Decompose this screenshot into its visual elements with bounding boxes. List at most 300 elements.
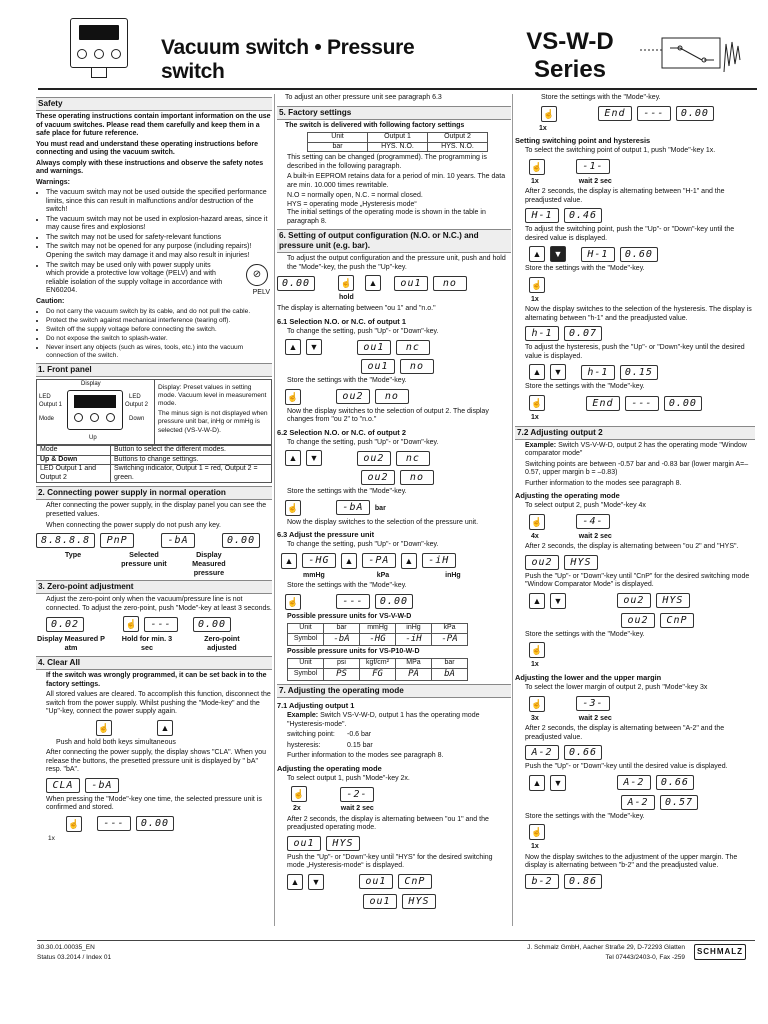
table-cell: Button to select the different modes.: [111, 446, 272, 456]
caution-item: • Do not expose the switch to splash-water.: [46, 335, 272, 343]
warning-item: • The switch may not be used for safety-relevant functions: [46, 234, 272, 243]
lcd-display: ---: [97, 816, 131, 831]
table-header: psi: [324, 659, 360, 669]
lcd-display: 0.00: [193, 617, 231, 632]
front-minus-sign-note: The minus sign is not displayed when pressure unit bar, inHg or mmHg is selected (VS-V-W-D).: [158, 410, 268, 434]
instruction: Further information to the modes see paragraph 8.: [287, 752, 444, 760]
instruction: Store the settings with the "Mode"-key.: [525, 265, 645, 273]
instruction: Now the display switches to the selection of the pressure unit.: [287, 518, 479, 526]
footer-left: [37, 943, 111, 963]
lcd-sequence: [621, 612, 755, 629]
value-text: -0.6 bar: [347, 731, 372, 739]
table-header: MPa: [396, 659, 432, 669]
lcd-sequence: [66, 815, 272, 833]
example-label: Example:: [525, 441, 557, 449]
lcd-display: no: [375, 389, 409, 404]
table-row: [288, 659, 468, 669]
company-phone: Tel 07443/2403-0, Fax -259: [605, 954, 685, 961]
unit-label: inHg: [445, 571, 461, 579]
lcd-display: PnP: [100, 533, 134, 548]
lcd-sequence: [529, 823, 755, 841]
mode-key-icon: ☝: [338, 275, 354, 291]
lcd-sequence: [529, 695, 755, 713]
mode-key-icon: ☝: [529, 514, 545, 530]
up-key-icon: ▲: [285, 339, 301, 355]
instruction: To select the lower margin of output 2, push "Mode"-key 3x: [525, 683, 708, 691]
lcd-display: h-1: [525, 326, 559, 341]
table-cell: -HG: [360, 633, 396, 645]
table-header: Output 1: [368, 133, 428, 143]
push-hold-note: Push and hold both keys simultaneous: [56, 738, 176, 746]
output-config-paragraph: To adjust the output configuration and the pressure unit, push and hold the "Mode"-key, the push the "Up"-key.: [287, 255, 506, 271]
table-cell: Symbol: [288, 633, 324, 645]
lcd-display: ou1: [361, 359, 395, 374]
schmalz-logo: SCHMALZ: [694, 944, 746, 960]
down-key-icon: ▼: [550, 246, 566, 262]
document-title: Vacuum switch • Pressure switch: [161, 36, 415, 83]
connecting-paragraph: After connecting the power supply, in the display panel you can see the presetted values.: [46, 502, 267, 518]
mode-key-icon: ☝: [529, 642, 545, 658]
factory-settings-sub: The switch is delivered with following factory settings: [285, 121, 465, 129]
lcd-sequence: [529, 363, 755, 381]
lcd-sequence: [525, 554, 755, 571]
lcd-display: nc: [396, 340, 430, 355]
lcd-display: -bA: [161, 533, 195, 548]
down-key-icon: ▼: [308, 874, 324, 890]
instruction: To adjust the hysteresis, push the "Up"- or "Down"-key until the desired value is displayed.: [525, 344, 745, 360]
document-number: 30.30.01.00035_EN: [37, 944, 95, 951]
adjusting-operating-mode-heading: Adjusting the operating mode: [515, 491, 620, 501]
example-text: Switch VS-V-W-D, output 2 has the operating mode "Window comparator mode": [525, 441, 747, 458]
vacuum-switch-device-illustration: [70, 18, 128, 68]
lcd-sequence: [287, 873, 511, 891]
lcd-display: ou1: [357, 340, 391, 355]
instruction: Store the settings with the "Mode"-key.: [287, 377, 407, 385]
front-panel-box: [36, 379, 272, 445]
up-key-icon: ▲: [529, 364, 545, 380]
clear-all-bold: If the switch was wrongly programmed, it can be set back in to the factory settings.: [46, 672, 267, 688]
table-cell: bar: [308, 142, 368, 152]
table-row: [288, 624, 468, 634]
instruction: Further information to the modes see paragraph 8.: [525, 479, 682, 487]
column-left: [36, 94, 272, 843]
instruction: To change the setting, push "Up"- or "Down"-key.: [287, 438, 439, 446]
factory-paragraph: This setting can be changed (programmed). The programming is described in the following paragraph.: [287, 154, 487, 170]
clear-all-paragraph: All stored values are cleared. To accomplish this function, disconnect the switch from the power supply. Whilst pushing the "Mode-key" and the "Up"-key, connect the power supply again.: [46, 691, 271, 716]
down-key-icon: ▼: [550, 593, 566, 609]
table-cell: HYS. N.O.: [368, 142, 428, 152]
table-header: bar: [432, 659, 468, 669]
table-cell: HYS. N.O.: [428, 142, 488, 152]
pelv-icon: ⊘: [246, 264, 268, 286]
lcd-display: CnP: [398, 874, 432, 889]
units-table-title: Possible pressure units for VS-V-W-D: [287, 612, 412, 620]
output-config-heading: 6. Setting of output configuration (N.O. or N.C.) and pressure unit (e.g. bar).: [277, 229, 511, 253]
lcd-sequence: [529, 276, 755, 294]
lcd-sequence: [285, 499, 511, 517]
lcd-display: H-1: [525, 208, 559, 223]
front-label-down: Down: [129, 416, 145, 423]
up-key-icon: ▲: [401, 553, 417, 569]
wait-label: wait 2 sec: [578, 532, 612, 540]
lcd-display: 0.66: [564, 745, 602, 760]
table-cell: Symbol: [288, 669, 324, 681]
up-key-icon: ▲: [287, 874, 303, 890]
lcd-display: ---: [144, 617, 178, 632]
safety-heading: Safety: [36, 97, 272, 111]
table-header: Unit: [308, 133, 368, 143]
lcd-display: -HG: [302, 553, 336, 568]
warning-item: • The vacuum switch may not be used outside the specified performance limits, since this can result in malfunctions and/or destruction of the switch!: [46, 189, 272, 215]
lcd-display: CnP: [660, 613, 694, 628]
operating-mode-heading: 7. Adjusting the operating mode: [277, 684, 511, 698]
lcd-sequence: [529, 592, 755, 610]
example-text: Switch VS-V-W-D, output 1 has the operating mode "Hysteresis-mode".: [287, 712, 480, 728]
wait-label: wait 2 sec: [578, 714, 612, 722]
up-key-icon: ▲: [285, 450, 301, 466]
lcd-display: nc: [396, 451, 430, 466]
factory-paragraph: The initial settings of the operating mode is shown in the table in paragraph 8.: [287, 209, 486, 225]
press-count: 1x: [531, 295, 539, 303]
warnings-list: [46, 189, 272, 295]
table-header: Unit: [288, 624, 324, 634]
mode-key-icon: ☝: [96, 720, 112, 736]
lcd-display: b-2: [525, 874, 559, 889]
lcd-display: 0.60: [620, 247, 658, 262]
lcd-sequence: [285, 388, 511, 406]
press-count: 1x: [48, 834, 55, 842]
document-status: Status 03.2014 / Index 01: [37, 954, 112, 961]
clear-all-heading: 4. Clear All: [36, 656, 272, 670]
lcd-display: ou1: [394, 276, 428, 291]
table-cell: LED Output 1 and Output 2: [37, 465, 111, 483]
lcd-sequence: [291, 785, 511, 803]
table-cell: Up & Down: [37, 455, 111, 465]
example-label: Example:: [287, 712, 319, 719]
wait-label: wait 2 sec: [340, 805, 374, 813]
series-title: VS-W-D Series: [526, 28, 614, 83]
instruction: To select output 1, push "Mode"-key 2x.: [287, 774, 410, 782]
header: [0, 0, 768, 92]
table-header: kgf/cm²: [360, 659, 396, 669]
table-cell: -PA: [432, 633, 468, 645]
lcd-display: ou2: [336, 389, 370, 404]
safety-paragraph: You must read and understand these operating instructions before connecting and using the vacuum switch.: [36, 140, 258, 157]
lcd-caption: Type: [64, 550, 82, 560]
lcd-display: ou2: [361, 470, 395, 485]
caution-heading: Caution:: [36, 297, 65, 305]
safety-intro: These operating instructions contain important information on the use of vacuum switches. Please read them carefully and keep them in a safe place for future reference.: [36, 113, 271, 138]
lcd-display: H-1: [581, 247, 615, 262]
table-cell: Mode: [37, 446, 111, 456]
up-key-icon: ▲: [365, 275, 381, 291]
example-paragraph: [525, 442, 755, 459]
instruction: Now the display switches to the selection of the hysteresis. The display is alternating between "h-1" and the preadjusted value.: [525, 306, 752, 322]
lcd-display: A-2: [617, 775, 651, 790]
press-wait-labels: [515, 715, 755, 724]
warning-item-text: The switch may be used only with power supply units which provide a protective low voltage (PELV) and with reliable isolation of the supply voltage in accordance with EN60204.: [46, 261, 223, 295]
caution-item: • Never insert any objects (such as wires, tools, etc.) into the vacuum connection of the switch.: [46, 344, 272, 360]
units-table-vs-p10: [287, 658, 468, 681]
front-panel-table: [36, 445, 272, 483]
press-count: 3x: [531, 714, 539, 722]
instruction: After 2 seconds, the display is alternating between "H-1" and the preadjusted value.: [525, 188, 725, 204]
instruction: Store the settings with the "Mode"-key.: [525, 383, 645, 391]
units-table-title: Possible pressure units for VS-P10-W-D: [287, 647, 420, 655]
lcd-display: h-1: [581, 365, 615, 380]
lcd-sequence: [525, 325, 755, 342]
lcd-display: ou1: [359, 874, 393, 889]
lcd-display: A-2: [525, 745, 559, 760]
up-key-icon: ▲: [341, 553, 357, 569]
unit-label: mmHg: [303, 571, 325, 579]
lcd-display: -PA: [362, 553, 396, 568]
value-label: switching point:: [287, 731, 335, 739]
lcd-display: -iH: [422, 553, 456, 568]
section-7-1-heading: 7.1 Adjusting output 1: [277, 700, 355, 710]
caution-item: • Do not carry the vacuum switch by its cable, and do not pull the cable.: [46, 308, 272, 316]
instruction: Push the "Up"- or "Down"-key until "CnP" for the desired switching mode "Window Comparator Mode" is displayed.: [525, 572, 750, 589]
lcd-sequence: [36, 532, 272, 549]
lcd-caption: Selected pressure unit: [121, 550, 167, 568]
mode-key-icon: ☝: [285, 594, 301, 610]
mode-key-icon: ☝: [541, 106, 557, 122]
output-config-paragraph: The display is alternating between "ou 1" and "n.o.": [277, 304, 436, 312]
mode-key-icon: ☝: [529, 159, 545, 175]
instruction: Push the "Up"- or "Down"-key until the desired value is displayed.: [525, 763, 728, 771]
safety-paragraph: Always comply with these instructions and observe the safety notes and warnings.: [36, 159, 264, 176]
lcd-display: CLA: [46, 778, 80, 793]
lcd-display: 0.00: [375, 594, 413, 609]
instruction: Store the settings with the "Mode"-key.: [525, 812, 645, 820]
switching-point-heading: Setting switching point and hysteresis: [515, 136, 651, 146]
mode-key-icon: ☝: [285, 500, 301, 516]
lcd-display: 0.07: [564, 326, 602, 341]
up-key-icon: ▲: [529, 246, 545, 262]
table-header: Unit: [288, 659, 324, 669]
table-row: [288, 669, 468, 681]
example-paragraph: [287, 712, 511, 729]
lcd-display: ---: [625, 396, 659, 411]
lcd-display: HYS: [656, 593, 690, 608]
lcd-sequence: [525, 207, 755, 224]
lcd-display: no: [433, 276, 467, 291]
front-label-output1: Output 1: [39, 402, 63, 409]
mode-key-icon: ☝: [529, 696, 545, 712]
section-7-2-heading: 7.2 Adjusting output 2: [515, 426, 755, 440]
table-row: [308, 142, 488, 152]
down-key-icon: ▼: [550, 775, 566, 791]
instruction: Store the settings with the "Mode"-key.: [525, 630, 645, 638]
press-count: 4x: [531, 532, 539, 540]
lcd-display: -bA: [85, 778, 119, 793]
factory-paragraph: N.O = normally open, N.C. = normal closed.: [287, 192, 423, 200]
lcd-sequence: [285, 449, 511, 467]
factory-paragraph: HYS = operating mode „Hysteresis mode“: [287, 200, 417, 208]
table-header: Output 2: [428, 133, 488, 143]
warning-item: • The switch may not be opened for any purpose (including repairs)! Opening the switch may damage it and may also result in injuries!: [46, 243, 272, 260]
connecting-paragraph: When connecting the power supply do not push any key.: [46, 521, 221, 529]
wait-label: wait 2 sec: [578, 177, 612, 185]
section-6-3-heading: 6.3 Adjust the pressure unit: [277, 530, 375, 540]
table-header: kPa: [432, 624, 468, 634]
instruction: After 2 seconds, the display is alternating between "ou 1" and the preadjusted operating mode.: [287, 815, 489, 832]
factory-settings-heading: 5. Factory settings: [277, 106, 511, 120]
lcd-sequence: [529, 394, 755, 412]
lcd-display: 0.66: [656, 775, 694, 790]
front-panel-heading: 1. Front panel: [36, 363, 272, 377]
warnings-heading: Warnings:: [36, 178, 70, 186]
lcd-sequence: [525, 873, 755, 890]
table-row: [37, 446, 272, 456]
mode-key-icon: ☝: [529, 824, 545, 840]
front-display-description: Display: Preset values in setting mode. Vacuum level in measurement mode.: [158, 384, 267, 408]
pressure-switch-symbol-icon: [640, 36, 744, 76]
lcd-display: ---: [637, 106, 671, 121]
lcd-caption: Zero-point adjusted: [204, 634, 240, 653]
lcd-display: 0.00: [222, 533, 260, 548]
front-label-led2: LED: [129, 394, 141, 401]
table-row: [37, 455, 272, 465]
page-footer: [0, 943, 768, 1024]
unit-label: kPa: [376, 571, 390, 579]
instruction: Switching points are between -0.57 bar and -0.83 bar (lower margin A=–0.57, upper margin b = –0.83): [525, 460, 749, 477]
instruction: After 2 seconds, the display is alternating between "ou 2" and "HYS".: [525, 543, 739, 551]
lcd-sequence: [363, 893, 511, 910]
lcd-display: -3-: [576, 696, 610, 711]
lcd-sequence: [529, 774, 755, 792]
section-6-2-heading: 6.2 Selection N.O. or N.C. of output 2: [277, 427, 406, 437]
lcd-display: HYS: [564, 555, 598, 570]
instruction: To select the switching point of output 1, push "Mode"-key 1x.: [525, 147, 716, 155]
lcd-sequence: [529, 513, 755, 531]
pressure-unit-note: To adjust an other pressure unit see paragraph 6.3: [285, 94, 442, 101]
lcd-display: HYS: [402, 894, 436, 909]
lcd-sequence: [529, 158, 755, 176]
unit-labels: [277, 572, 511, 581]
lcd-display: no: [400, 470, 434, 485]
connecting-power-heading: 2. Connecting power supply in normal operation: [36, 486, 272, 500]
front-label-display: Display: [81, 381, 101, 388]
lcd-display: ou2: [357, 451, 391, 466]
company-address: J. Schmalz GmbH, Aacher Straße 29, D-72293 Glatten: [527, 944, 685, 951]
margin-heading: Adjusting the lower and the upper margin: [515, 672, 662, 682]
lcd-display: HYS: [326, 836, 360, 851]
lcd-sequence: [46, 777, 272, 794]
column-middle: [277, 94, 511, 912]
table-cell: -bA: [324, 633, 360, 645]
footer-right: [455, 943, 685, 963]
table-header: bar: [324, 624, 360, 634]
front-panel-device-icon: [67, 390, 123, 430]
lcd-display: ou2: [621, 613, 655, 628]
table-cell: -iH: [396, 633, 432, 645]
instruction: Store the settings with the "Mode"-key.: [287, 582, 407, 590]
up-key-icon: ▲: [529, 775, 545, 791]
down-key-icon: ▼: [306, 339, 322, 355]
up-key-icon: ▲: [281, 553, 297, 569]
lcd-sequence: [529, 641, 755, 659]
lcd-display: -bA: [336, 500, 370, 515]
lcd-sequence: [361, 358, 511, 375]
lcd-sequence: [277, 274, 511, 292]
instruction: To change the setting, push "Up"- or "Down"-key.: [287, 327, 439, 335]
caution-list: [46, 308, 272, 360]
mode-key-icon: ☝: [529, 277, 545, 293]
lcd-display: 0.15: [620, 365, 658, 380]
caution-item: • Protect the switch against mechanical interference (tearing off).: [46, 317, 272, 325]
table-cell: bA: [432, 669, 468, 681]
down-key-icon: ▼: [550, 364, 566, 380]
lcd-display: End: [586, 396, 620, 411]
instruction: To change the setting, push "Up"- or "Down"-key.: [287, 541, 439, 549]
press-count: 1x: [539, 124, 547, 132]
lcd-sequence: [621, 794, 755, 811]
press-count: 2x: [293, 805, 301, 813]
press-count: 1x: [531, 177, 539, 185]
up-key-icon: ▲: [157, 720, 173, 736]
press-count: 1x: [531, 661, 539, 669]
hold-label: hold: [339, 294, 354, 302]
lcd-display: 0.02: [46, 617, 84, 632]
front-label-output2: Output 2: [125, 402, 149, 409]
lcd-display: 0.00: [676, 106, 714, 121]
lcd-sequence: [36, 615, 272, 633]
lcd-display: -4-: [576, 514, 610, 529]
lcd-sequence: [285, 593, 511, 611]
lcd-display: no: [400, 359, 434, 374]
lcd-display: ou1: [287, 836, 321, 851]
units-table-vs-v: [287, 623, 468, 646]
lcd-display: -2-: [340, 787, 374, 802]
value-row: [287, 742, 511, 751]
press-wait-labels: [515, 533, 755, 542]
lcd-sequence: [361, 469, 511, 486]
pelv-label: PELV: [252, 288, 270, 296]
press-wait-labels: [515, 178, 755, 187]
adjusting-operating-mode-heading: Adjusting the operating mode: [277, 763, 382, 773]
instruction: To select output 2, push "Mode"-key 4x: [525, 502, 646, 510]
zero-point-paragraph: Adjust the zero-point only when the vacuum/pressure line is not connected. To adjust the zero-point, push "Mode"-key at least 3 seconds.: [46, 596, 272, 612]
table-cell: PA: [396, 669, 432, 681]
warning-item: • The vacuum switch may not be used in explosion-hazard areas, since it may cause fires and explosions!: [46, 216, 272, 233]
table-cell: Switching indicator, Output 1 = red, Output 2 = green.: [111, 465, 272, 483]
caution-item: • Switch off the supply voltage before connecting the switch.: [46, 326, 272, 334]
down-key-icon: ▼: [306, 450, 322, 466]
value-text: 0.15 bar: [347, 741, 373, 749]
value-label: hysteresis:: [287, 741, 321, 749]
lcd-display: End: [598, 106, 632, 121]
front-label-led: LED: [39, 394, 51, 401]
lcd-display: ou1: [363, 894, 397, 909]
front-label-mode: Mode: [39, 416, 55, 423]
lcd-sequence: [281, 552, 511, 570]
key-pair: [96, 719, 272, 737]
factory-settings-table: [307, 132, 488, 152]
lcd-display: ou2: [525, 555, 559, 570]
value-row: [287, 731, 511, 740]
factory-paragraph: A built-in EEPROM retains data for a period of min. 10 years. The data are min. 10.000 times rewritable.: [287, 173, 506, 189]
lcd-display: -1-: [576, 159, 610, 174]
press-count: 1x: [531, 843, 539, 851]
lcd-sequence: [285, 338, 511, 356]
lcd-display: A-2: [621, 795, 655, 810]
mode-key-icon: ☝: [123, 616, 139, 632]
lcd-sequence: [529, 245, 755, 263]
mode-key-icon: ☝: [291, 786, 307, 802]
zero-point-heading: 3. Zero-point adjustment: [36, 580, 272, 594]
mode-key-icon: ☝: [529, 395, 545, 411]
